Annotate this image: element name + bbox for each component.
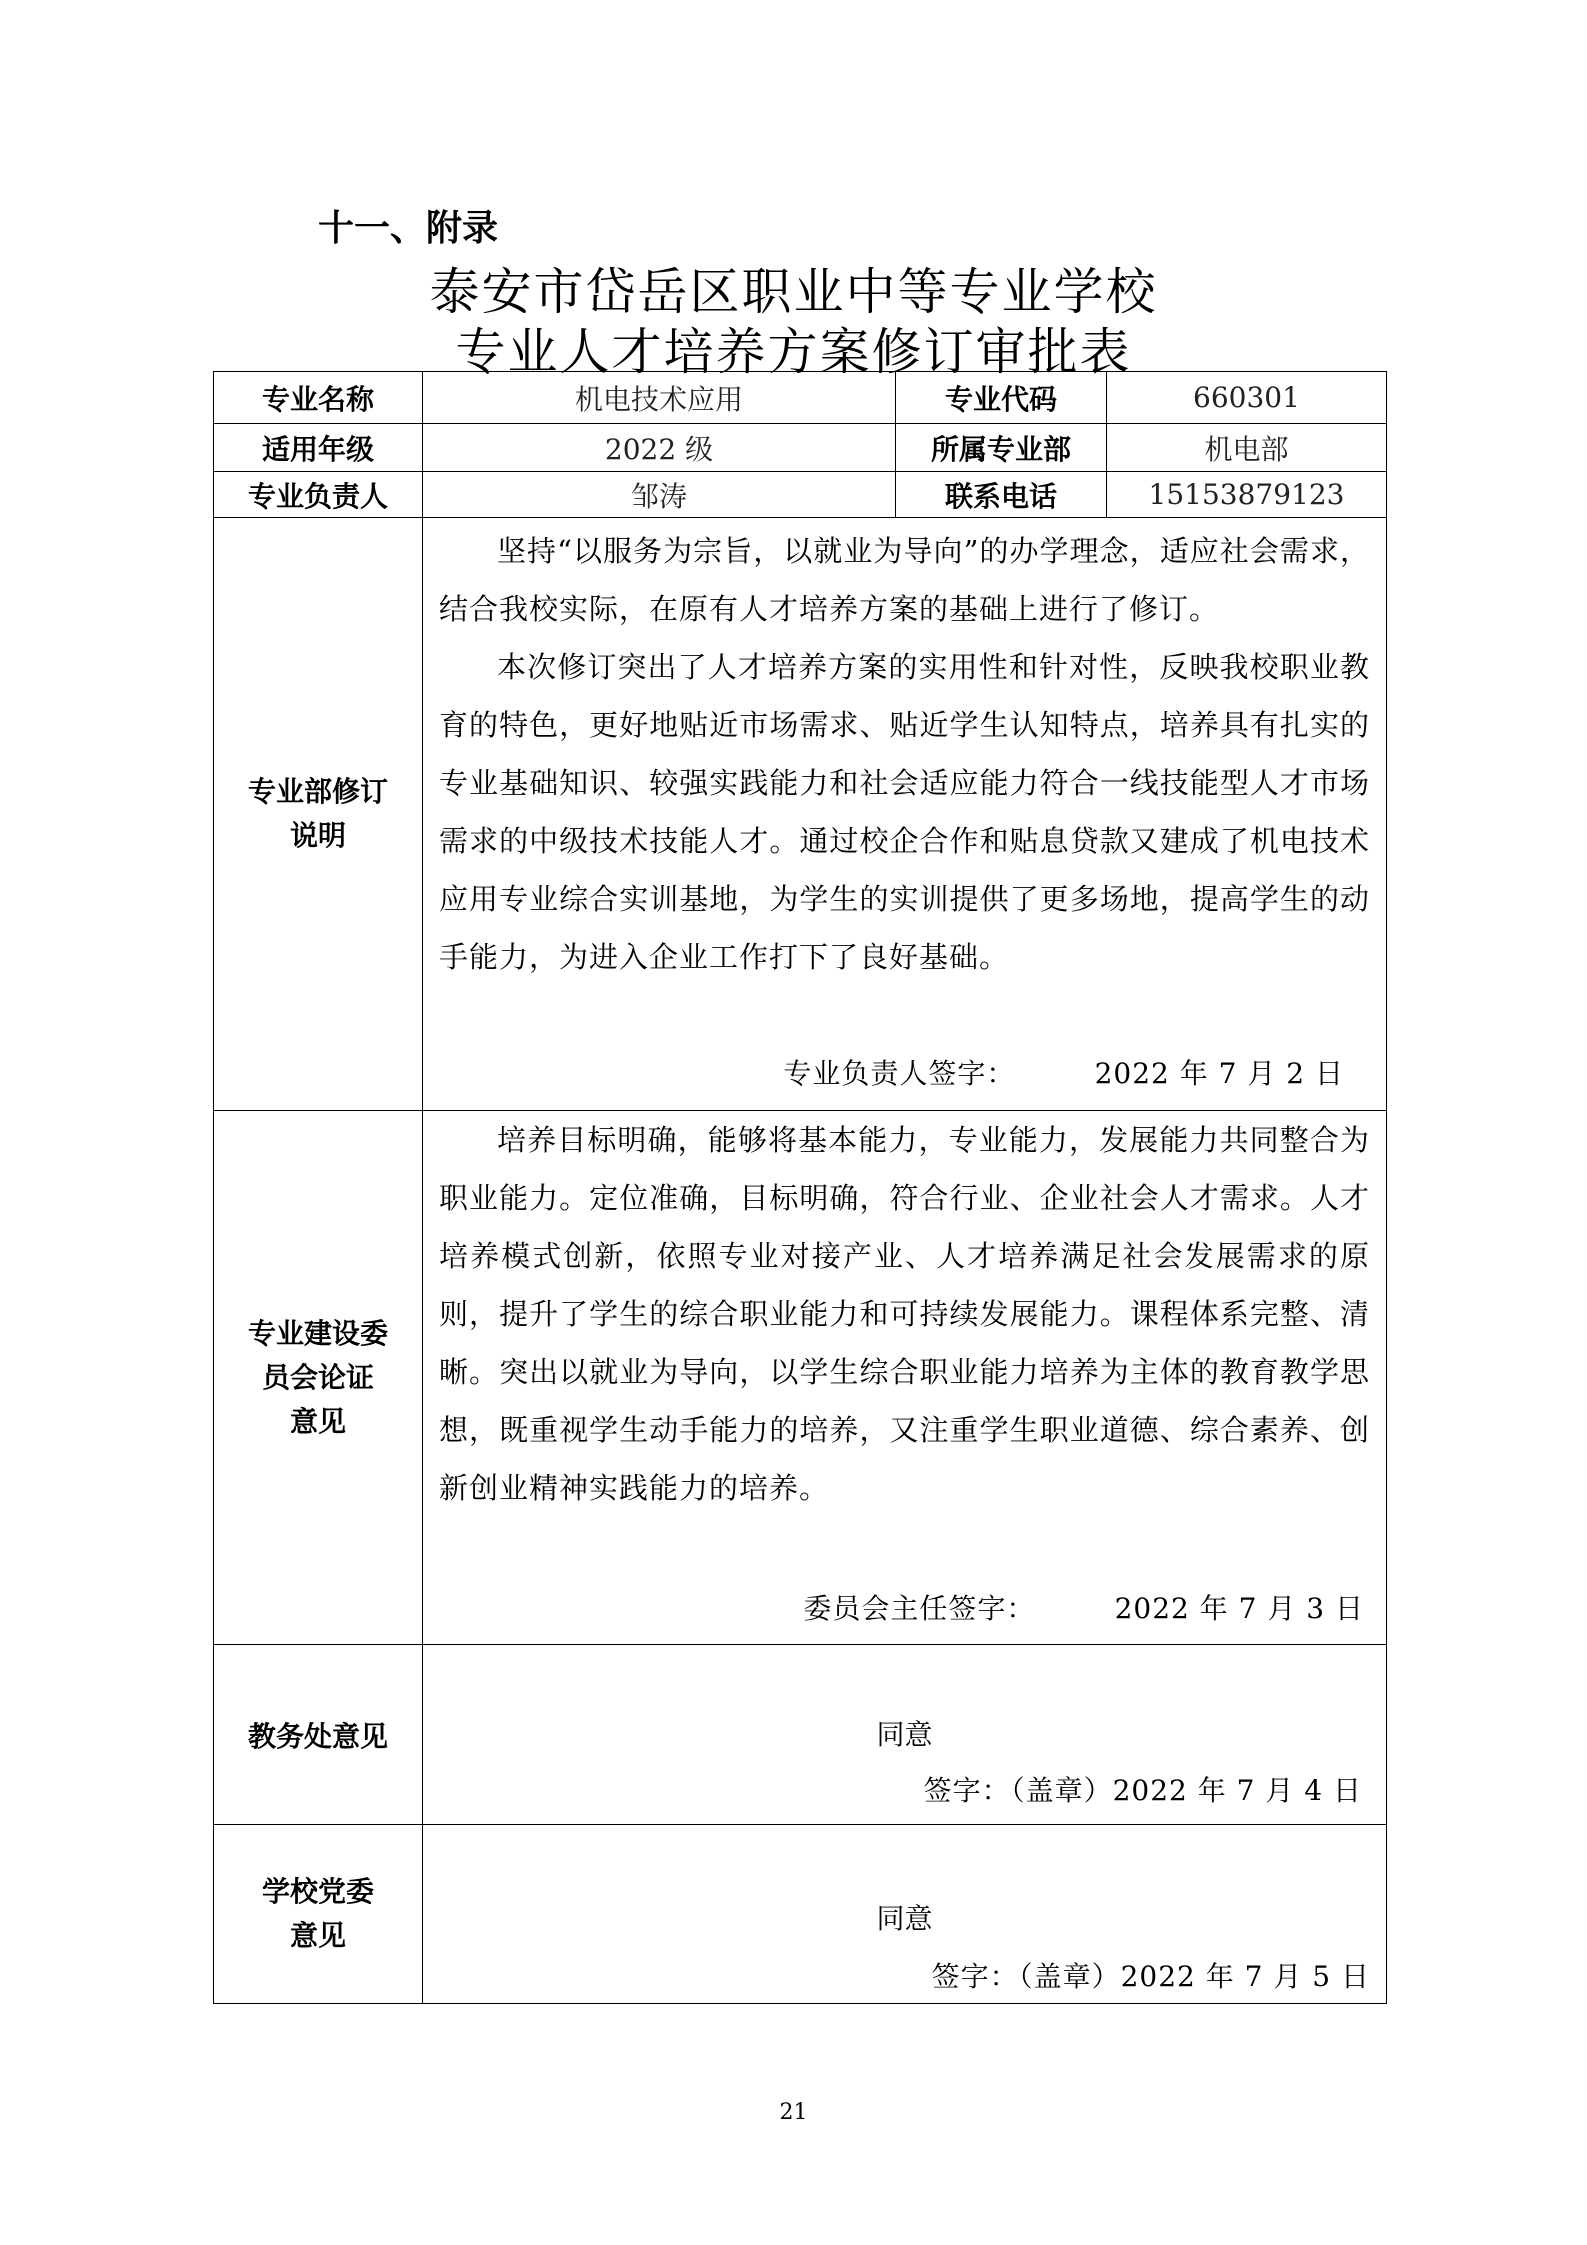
academic-affairs-signature: 签字：（盖章）2022 年 7 月 4 日 <box>923 1774 1362 1807</box>
academic-affairs-content-cell <box>423 1645 1387 1825</box>
dept-value: 机电部 <box>1107 424 1387 472</box>
major-name-value: 机电技术应用 <box>423 372 896 424</box>
row-grade <box>214 424 1387 472</box>
document-title-line1: 泰安市岱岳区职业中等专业学校 <box>429 263 1158 321</box>
page-number: 21 <box>779 2100 808 2125</box>
major-name-label: 专业名称 <box>214 372 423 424</box>
party-committee-label-line1: 学校党委 <box>261 1875 374 1908</box>
party-committee-label <box>214 1825 423 2004</box>
committee-signature: 委员会主任签字： 2022 年 7 月 3 日 <box>803 1592 1364 1625</box>
party-committee-opinion: 同意 <box>876 1902 933 1935</box>
committee-content-cell <box>423 1111 1387 1645</box>
revision-paragraph-2: 本次修订突出了人才培养方案的实用性和针对性，反映我校职业教育的特色，更好地贴近市场需求、贴近学生认知特点，培养具有扎实的专业基础知识、较强实践能力和社会适应能力符合一线技能型人才市场需求的中级技术技能人才。通过校企合作和贴息贷款又建成了机电技术应用专业综合实训基地，为学生的实训提供了更多场地，提高学生的动手能力，为进入企业工作打下了良好基础。 <box>439 650 1370 974</box>
committee-label-line1: 专业建设委 <box>247 1316 388 1350</box>
academic-affairs-opinion: 同意 <box>876 1718 933 1751</box>
academic-affairs-label: 教务处意见 <box>214 1645 423 1825</box>
phone-label: 联系电话 <box>896 472 1107 518</box>
row-revision <box>214 518 1387 1111</box>
revision-content-cell <box>423 518 1387 1111</box>
document-title-line2: 专业人才培养方案修订审批表 <box>455 323 1132 381</box>
dept-label: 所属专业部 <box>896 424 1107 472</box>
major-code-value: 660301 <box>1107 372 1387 424</box>
revision-label <box>214 518 423 1111</box>
section-heading: 十一、附录 <box>318 208 499 249</box>
revision-label-line1: 专业部修订 <box>247 775 388 808</box>
revision-signature: 专业负责人签字： 2022 年 7 月 2 日 <box>783 1057 1344 1090</box>
row-academic-affairs <box>214 1645 1387 1825</box>
major-code-label: 专业代码 <box>896 372 1107 424</box>
phone-value: 15153879123 <box>1107 472 1387 518</box>
committee-paragraph-1: 培养目标明确，能够将基本能力，专业能力，发展能力共同整合为职业能力。定位准确，目标明确，符合行业、企业社会人才需求。人才培养模式创新，依照专业对接产业、人才培养满足社会发展需求的原则，提升了学生的综合职业能力和可持续发展能力。课程体系完整、清晰。突出以就业为导向，以学生综合职业能力培养为主体的教育教学思想，既重视学生动手能力的培养，又注重学生职业道德、综合素养、创新创业精神实践能力的培养。 <box>439 1123 1370 1505</box>
leader-label: 专业负责人 <box>214 472 423 518</box>
grade-label: 适用年级 <box>214 424 423 472</box>
row-major-name <box>214 372 1387 424</box>
party-committee-signature: 签字：（盖章）2022 年 7 月 5 日 <box>931 1960 1370 1993</box>
committee-label-line3: 意见 <box>289 1404 346 1438</box>
revision-paragraph-1: 坚持“以服务为宗旨，以就业为导向”的办学理念，适应社会需求，结合我校实际，在原有人才培养方案的基础上进行了修订。 <box>439 534 1370 626</box>
leader-value: 邹涛 <box>423 472 896 518</box>
row-party-committee <box>214 1825 1387 2004</box>
grade-value: 2022 级 <box>423 424 896 472</box>
committee-label <box>214 1111 423 1645</box>
party-committee-label-line2: 意见 <box>289 1919 346 1952</box>
approval-form-table <box>213 371 1387 2004</box>
committee-label-line2: 员会论证 <box>261 1360 374 1394</box>
party-committee-content-cell <box>423 1825 1387 2004</box>
row-leader <box>214 472 1387 518</box>
revision-label-line2: 说明 <box>289 819 346 852</box>
row-committee <box>214 1111 1387 1645</box>
